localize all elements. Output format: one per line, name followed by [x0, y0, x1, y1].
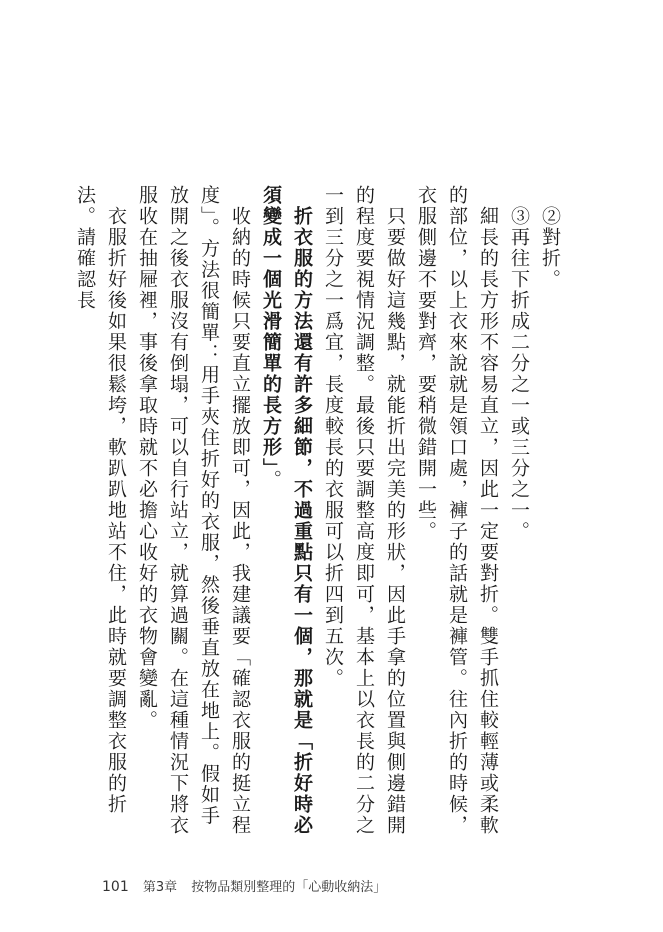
paragraph-standing-check: 收納的時候只要直立擺放即可，因此，我建議要「確認衣服的挺立程度」。方法很簡單：用手夾住折好的衣服，然後垂直放在地上。假如手放開之後衣服沒有倒塌，可以自行站立，就算過關。在這種情況下將衣服收在抽屜裡，事後拿取時就不必擔心收好的衣物會變亂。 — [136, 185, 251, 836]
page-footer — [102, 876, 386, 895]
vertical-text-body — [74, 185, 565, 845]
paragraph-loose-clothes: 衣服折好後如果很鬆垮，軟趴趴地站不住，此時就要調整衣服的折法。請確認長 — [74, 185, 127, 815]
paragraph-key-point — [255, 185, 317, 845]
step-2-line: ②對折。 — [539, 205, 561, 290]
step-3-line: ③再往下折成二分之一或三分之一。 — [508, 205, 530, 542]
chapter-label: 第3章 — [142, 880, 178, 895]
chapter-title: 按物品類別整理的「心動收納法」 — [191, 880, 387, 895]
key-point-end-punct: 。 — [260, 469, 282, 491]
paragraph-fold-in-half: 細長的長方形不容易直立，因此一定要對折。雙手抓住較輕薄或柔軟的部位，以上衣來說就是領口處，褲子的話就是褲管。往內折的時候，衣服側邊不要對齊，要稍微錯開一些。 — [415, 185, 499, 836]
key-point-bold-text: 折衣服的方法還有許多細節，不過重點只有一個，那就是「折好時必須變成一個光滑簡單的長方形」 — [260, 185, 313, 836]
paragraph-adjust-height: 只要做好這幾點，就能折出完美的形狀，因此手拿的位置與側邊錯開的程度要視情況調整。最後只要調整高度即可，基本上以衣長的二分之一到三分之一爲宜，長度較長的衣服可以折四到五次。 — [322, 185, 406, 836]
page-number: 101 — [102, 879, 129, 895]
